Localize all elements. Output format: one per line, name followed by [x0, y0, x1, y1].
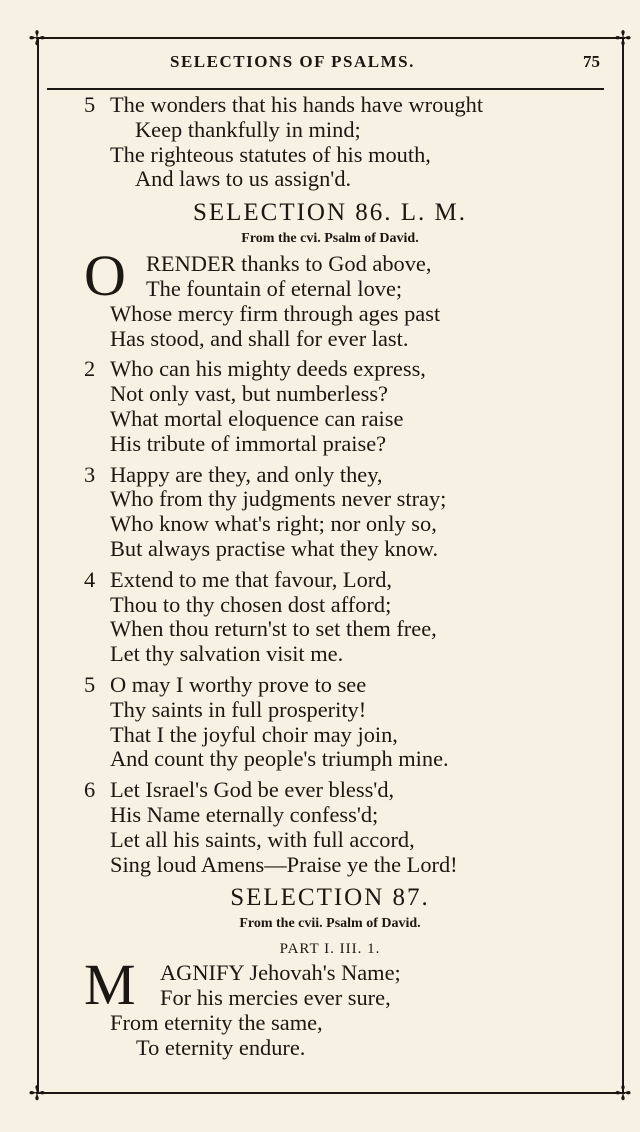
selection-part-meter: PART I. III. 1. — [279, 941, 381, 958]
verse-line: Let thy salvation visit me. — [110, 641, 344, 667]
corner-ornament-icon: ✢ — [28, 26, 46, 50]
verse-line: For his mercies ever sure, — [160, 985, 391, 1011]
verse-line: Thou to thy chosen dost afford; — [110, 591, 392, 617]
verse-line: When thou return'st to set them free, — [110, 616, 437, 642]
frame-top-rule — [36, 37, 625, 39]
verse-line: Extend to me that favour, Lord, — [110, 566, 393, 592]
verse-line: O may I worthy prove to see — [110, 671, 367, 697]
verse-line: What mortal eloquence can raise — [110, 405, 404, 431]
verse-stanza — [84, 93, 576, 192]
verse-number: 2 — [84, 356, 96, 382]
verse-number: 6 — [84, 777, 96, 803]
selection-subtitle: From the cvii. Psalm of David. — [239, 916, 421, 932]
verse-line: And count thy people's triumph mine. — [110, 746, 449, 772]
verse-line: The wonders that his hands have wrought — [110, 92, 484, 117]
verse-number: 5 — [84, 92, 96, 117]
running-head: SELECTIONS OF PSALMS. — [170, 52, 415, 71]
drop-cap: O — [84, 243, 126, 309]
drop-cap: M — [84, 952, 136, 1018]
frame-bottom-rule — [36, 1092, 625, 1094]
frame-left-rule — [37, 37, 39, 1094]
verse-line: His tribute of immortal praise? — [110, 430, 387, 456]
corner-ornament-icon: ✢ — [614, 26, 632, 50]
selection-subtitle: From the cvi. Psalm of David. — [241, 231, 419, 247]
corner-ornament-icon: ✢ — [28, 1081, 46, 1105]
verse-line: Thy saints in full prosperity! — [110, 696, 367, 722]
verse-line: Who know what's right; nor only so, — [110, 511, 437, 537]
verse-line: Has stood, and shall for ever last. — [110, 325, 409, 351]
verse-line: But always practise what they know. — [110, 535, 439, 561]
verse-number: 3 — [84, 461, 96, 487]
header-rule — [47, 88, 604, 90]
verse-line: Not only vast, but numberless? — [110, 381, 388, 407]
verse-line: From eternity the same, — [110, 1009, 323, 1035]
verse-stanza — [84, 357, 576, 456]
verse-stanza — [84, 673, 576, 772]
verse-line: His Name eternally confess'd; — [110, 801, 379, 827]
page-content — [84, 93, 576, 1067]
verse-line: To eternity endure. — [136, 1034, 306, 1060]
verse-line: Sing loud Amens—Praise ye the Lord! — [110, 851, 458, 877]
verse-line: The righteous statutes of his mouth, — [110, 141, 431, 167]
verse-stanza — [84, 243, 576, 351]
verse-line: That I the joyful choir may join, — [110, 721, 398, 747]
verse-line: Whose mercy firm through ages past — [110, 300, 441, 326]
verse-line: AGNIFY Jehovah's Name; — [160, 960, 401, 986]
verse-stanza — [84, 568, 576, 667]
verse-line: The fountain of eternal love; — [146, 275, 403, 301]
page-number: 75 — [583, 52, 600, 71]
selection-title: SELECTION 86. L. M. — [192, 199, 468, 227]
verse-line: Keep thankfully in mind; — [135, 116, 361, 142]
verse-stanza — [84, 463, 576, 562]
selection-title: SELECTION 87. — [230, 884, 430, 912]
verse-line: RENDER thanks to God above, — [146, 251, 432, 277]
frame-right-rule — [622, 37, 624, 1094]
verse-stanza — [84, 778, 576, 877]
verse-line: Happy are they, and only they, — [110, 461, 383, 487]
verse-stanza — [84, 952, 576, 1060]
verse-line: Who from thy judgments never stray; — [110, 486, 447, 512]
verse-line: Let all his saints, with full accord, — [110, 826, 415, 852]
verse-line: And laws to us assign'd. — [135, 166, 352, 192]
verse-number: 4 — [84, 566, 96, 592]
verse-number: 5 — [84, 671, 96, 697]
verse-line: Let Israel's God be ever bless'd, — [110, 777, 395, 803]
verse-line: Who can his mighty deeds express, — [110, 356, 426, 382]
corner-ornament-icon: ✢ — [614, 1081, 632, 1105]
